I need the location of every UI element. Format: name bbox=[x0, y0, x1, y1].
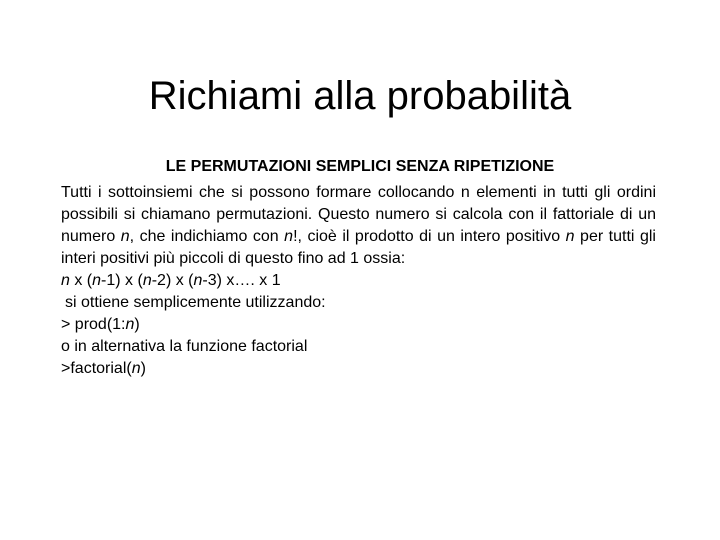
paragraph-text-2: , che indichiamo con bbox=[129, 228, 285, 245]
slide-title: Richiami alla probabilità bbox=[148, 74, 572, 118]
code-factorial bbox=[61, 358, 656, 380]
slide-subtitle: LE PERMUTAZIONI SEMPLICI SENZA RIPETIZIONE bbox=[165, 158, 555, 175]
code-prod bbox=[61, 314, 656, 336]
code-text: > prod(1: bbox=[61, 316, 126, 333]
code-text: ) bbox=[134, 316, 140, 333]
slide-body bbox=[61, 182, 656, 380]
formula-text: x ( bbox=[69, 272, 93, 289]
variable-n: n bbox=[131, 360, 141, 377]
variable-n: n bbox=[92, 272, 102, 289]
formula-text: -3) x…. x 1 bbox=[202, 272, 281, 289]
formula-text: -2) x ( bbox=[151, 272, 194, 289]
paragraph-text-4: per tutti gli interi positivi più piccoli di questo fino ad 1 ossia: bbox=[61, 228, 656, 267]
formula-text: -1) x ( bbox=[101, 272, 143, 289]
variable-n: n bbox=[284, 228, 294, 245]
variable-n: n bbox=[193, 272, 203, 289]
code-text: >factorial( bbox=[61, 360, 132, 377]
alternative-line: o in alternativa la funzione factorial bbox=[61, 338, 308, 355]
variable-n: n bbox=[125, 316, 135, 333]
factorial-formula bbox=[61, 270, 656, 292]
variable-n: n bbox=[61, 272, 70, 289]
usage-line: si ottiene semplicemente utilizzando: bbox=[65, 294, 326, 311]
definition-paragraph bbox=[61, 182, 656, 270]
paragraph-text-1: Tutti i sottoinsiemi che si possono formare collocando n elementi in tutti gli ordini possibili si chiamano permutazioni. Questo numero si calcola con il fattoriale di un numero bbox=[61, 184, 656, 245]
variable-n: n bbox=[120, 228, 130, 245]
variable-n: n bbox=[142, 272, 152, 289]
code-text: ) bbox=[140, 360, 146, 377]
paragraph-text-3: !, cioè il prodotto di un intero positivo bbox=[293, 228, 566, 245]
variable-n: n bbox=[565, 228, 575, 245]
